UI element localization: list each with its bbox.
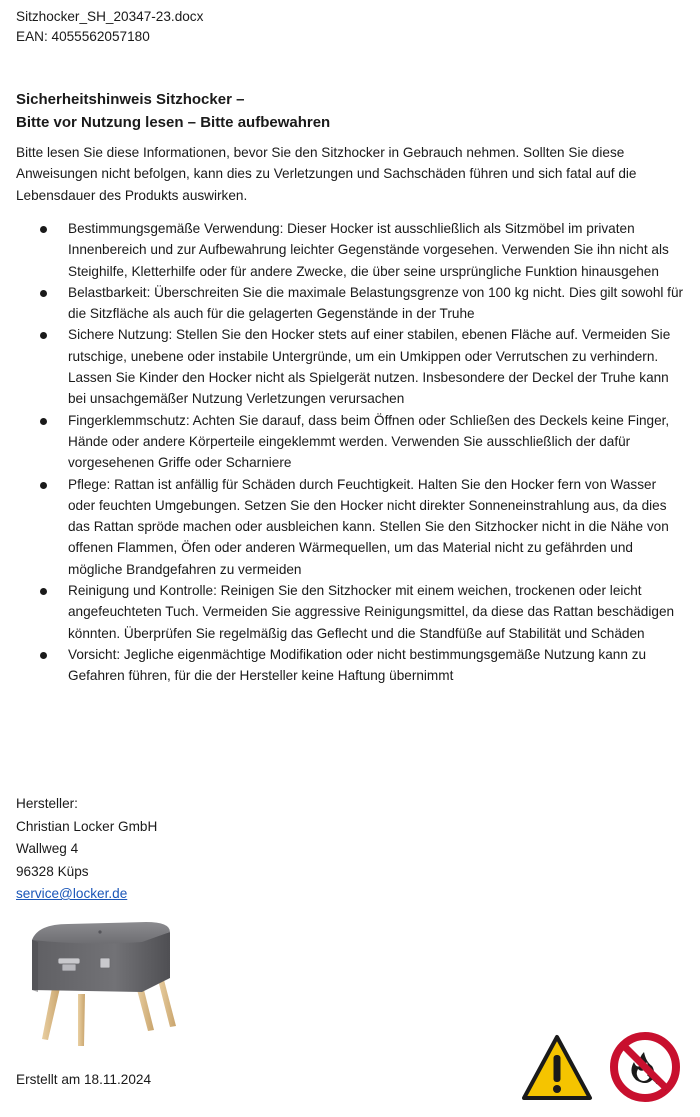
list-item: [0, 580, 700, 644]
manufacturer-email-link[interactable]: service@locker.de: [16, 886, 128, 901]
lock-icon: [62, 964, 76, 971]
manufacturer-street: Wallweg 4: [16, 841, 79, 856]
stool-leg: [158, 980, 176, 1027]
manufacturer-block: [16, 793, 157, 906]
document-header: [16, 7, 203, 47]
intro-paragraph: Bitte lesen Sie diese Informationen, bevor Sie den Sitzhocker in Gebrauch nehmen. Sollten Sie diese Anweisungen nicht befolgen, kann dies zu Verletzungen und Sachschäden führen und sich fatal auf die Lebensdauer des Produkts auswirken.: [16, 145, 637, 203]
latch-icon: [100, 958, 110, 968]
list-item-text: Pflege: Rattan ist anfällig für Schäden durch Feuchtigkeit. Halten Sie den Hocker fern von Wasser oder feuchten Umgebungen. Setzen Sie den Hocker nicht direkter Sonneneinstrahlung aus, da dies das Rattan spröde machen oder ausbleichen kann. Stellen Sie den Sitzhocker nicht in die Nähe von offenen Flammen, Öfen oder anderen Wärmequellen, um das Material nicht zu gefährden und mögliche Brandgefahren zu vermeiden: [68, 476, 669, 577]
manufacturer-label: Hersteller:: [16, 796, 78, 811]
list-item-text: Sichere Nutzung: Stellen Sie den Hocker stets auf einer stabilen, ebenen Fläche auf. Vermeiden Sie rutschige, unebene oder instabile Untergründe, um ein Umkippen oder Verrutschen zu verhindern. Lassen Sie Kinder den Hocker nicht als Spielgerät nutzen. Insbesondere der Deckel der Truhe kann bei unsachgemäßer Nutzung Verletzungen verursachen: [68, 327, 671, 407]
stool-edge: [32, 940, 38, 992]
list-item: [0, 218, 700, 282]
list-item-text: Belastbarkeit: Überschreiten Sie die maximale Belastungsgrenze von 100 kg nicht. Dies gilt sowohl für die Sitzfläche als auch für die gelagerten Gegenstände in der Truhe: [68, 284, 684, 322]
manufacturer-city: 96328 Küps: [16, 863, 89, 879]
list-item: [0, 282, 700, 325]
bullet-icon: [40, 482, 47, 489]
stool-leg: [78, 994, 85, 1046]
bullet-icon: [40, 418, 47, 425]
document-title: [16, 88, 330, 134]
title-line-1: Sicherheitshinweis Sitzhocker –: [16, 91, 245, 108]
bullet-icon: [40, 226, 47, 233]
list-item: [0, 324, 700, 409]
list-item-text: Fingerklemmschutz: Achten Sie darauf, dass beim Öffnen oder Schließen des Deckels keine Finger, Hände oder andere Körperteile eingeklemmt werden. Verwenden Sie ausschließlich der dafür vorgesehenen Griffe oder Scharniere: [68, 412, 670, 471]
no-open-flame-icon: [608, 1030, 682, 1104]
stool-leg: [136, 986, 154, 1031]
stool-leg: [42, 988, 60, 1040]
creation-date: Erstellt am 18.11.2024: [16, 1072, 152, 1087]
list-item-text: Bestimmungsgemäße Verwendung: Dieser Hocker ist ausschließlich als Sitzmöbel im privaten Innenbereich und zur Aufbewahrung leichter Gegenstände vorgesehen. Verwenden Sie ihn nicht als Steighilfe, Kletterhilfe oder für andere Zwecke, die über seine ursprüngliche Funktion hinausgehen: [68, 221, 669, 279]
cushion-button: [98, 930, 101, 933]
bullet-icon: [40, 290, 47, 297]
list-item: [0, 410, 700, 474]
list-item: [0, 474, 700, 580]
safety-list: [0, 218, 700, 687]
manufacturer-company: Christian Locker GmbH: [16, 818, 158, 834]
bullet-icon: [40, 332, 47, 339]
handle-icon: [58, 958, 80, 964]
ean-code: EAN: 4055562057180: [16, 29, 150, 44]
list-item-text: Reinigung und Kontrolle: Reinigen Sie den Sitzhocker mit einem weichen, trockenen oder leicht angefeuchteten Tuch. Vermeiden Sie aggressive Reinigungsmittel, da diese das Rattan beschädigen könnten. Überprüfen Sie regelmäßig das Geflecht und die Standfüße auf Stabilität und Schäden: [68, 583, 675, 641]
warning-icon: [521, 1034, 593, 1102]
file-name: Sitzhocker_SH_20347-23.docx: [16, 9, 204, 24]
list-item: [0, 644, 700, 687]
product-image: [18, 918, 188, 1048]
title-line-2: Bitte vor Nutzung lesen – Bitte aufbewahren: [16, 114, 331, 131]
list-item-text: Vorsicht: Jegliche eigenmächtige Modifikation oder nicht bestimmungsgemäße Nutzung kann zu Gefahren führen, für die der Hersteller keine Haftung übernimmt: [68, 646, 647, 684]
bullet-icon: [40, 652, 47, 659]
bullet-icon: [40, 588, 47, 595]
